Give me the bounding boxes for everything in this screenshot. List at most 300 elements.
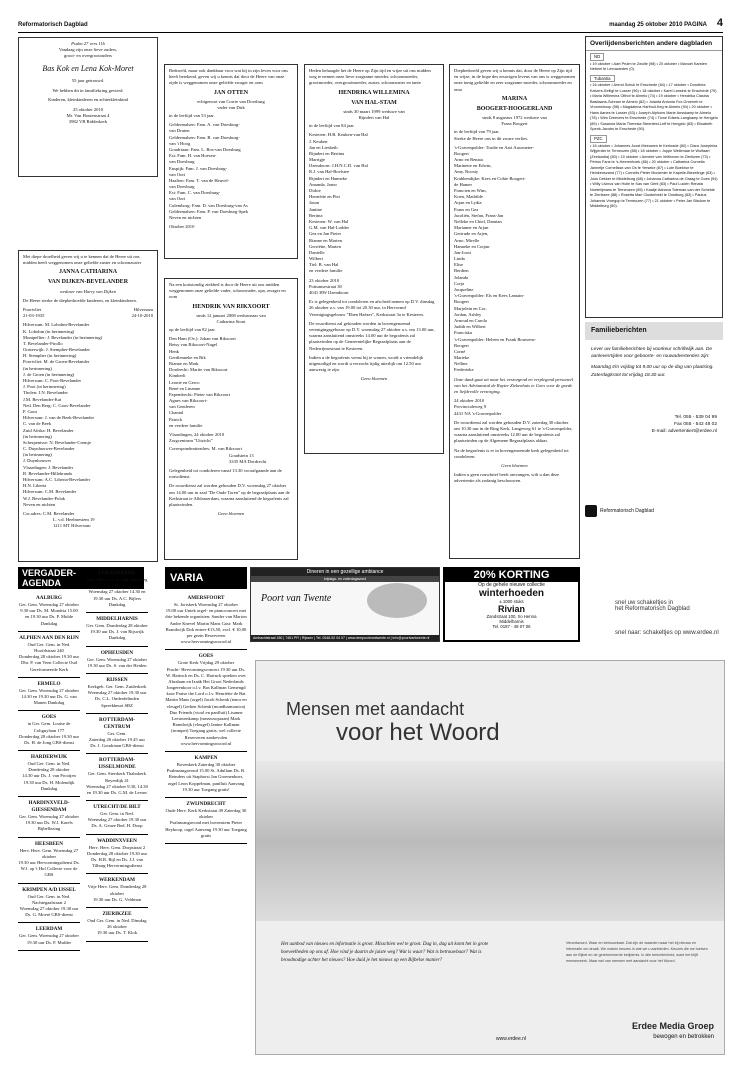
list-item: Bertina: [309, 212, 323, 218]
agenda-entry: [86, 674, 148, 714]
list-item: Papendrecht: Pieter van Rikxoort: [169, 391, 231, 397]
varia-column: [165, 592, 247, 844]
ad-text: het Reformatorisch Dagblad: [615, 606, 690, 612]
agenda-place: WADDINXVEEN: [97, 837, 137, 844]
list-item: Marianne en Arjan: [454, 225, 489, 231]
list-item: Est: Fam. C. van Doesburg-: [169, 190, 221, 196]
agenda-entry: [86, 754, 148, 801]
agenda-column-middle: [86, 567, 148, 942]
list-item: Zuid Afrika: H. Bevelander: [23, 427, 74, 433]
ad-subline: brijdags- en zaterdagavond: [251, 576, 439, 582]
agenda-details: 19.30 uur Hervormingsdienst Ds. W.J. op 't Hof Collecte voor de GBS: [18, 860, 80, 878]
list-item: Corja: [454, 280, 465, 286]
death-notice-van-hal: [304, 64, 444, 454]
list-item: van Druten: [169, 128, 190, 134]
list-item: Den Ham (Ov.): Johan van Rikxoort: [169, 336, 236, 342]
subline: Frans Boogert: [501, 121, 528, 127]
list-item: Tholen: J.N. Bevelander: [23, 390, 68, 396]
family-list: [169, 336, 293, 429]
list-item: J. de Groen (in herinnering): [23, 371, 75, 377]
agenda-place: HARDERWIJK: [30, 754, 68, 761]
list-item: Arjan en Lydia: [454, 200, 482, 206]
ad-contact: Ambachtstraat 180 | 7461 PR | Rijssen | Tel. 0548-52 04 07 | www.deepoortvantwente.nl | info@poortvantwente.nl: [251, 635, 439, 641]
agenda-church: Herv. Herv. Gem. Dorpstraat 2: [88, 844, 146, 850]
list-item: Neven en nichten: [23, 501, 56, 507]
list-item: 's-Gravenpolder: Els en Kees Lamain-: [454, 293, 525, 299]
list-item: Arnoud en Carola: [454, 317, 487, 323]
list-item: Hilversum: C. Poot-Bevelander: [23, 378, 82, 383]
agenda-entry: [165, 592, 247, 650]
info-text: Lever uw familieberichten bij voorkeur schriftelijk aan. De aanleverrtijden voor geboorte- en rouwadvertenties zijn:: [591, 347, 713, 360]
shop-town: Middelharnis: [499, 619, 524, 624]
list-item: 's-Gravenpolder: Trudie en Aart Auwmeter-: [454, 144, 535, 150]
vergader-agenda-title: VERGADER- AGENDA: [18, 567, 144, 589]
list-item: van Oort: [169, 196, 186, 202]
list-item: Est: Fam. H. van Hoesen-: [169, 153, 217, 159]
agenda-details: Donderdag 28 oktober 19.30 uur Ds. H.R. Bijl en Ds. J.J. van Tilburg Hervormingsdienst: [86, 850, 148, 869]
list-item: H. Stempher (in herinnering): [23, 353, 77, 359]
agenda-details: 19.30 uur Ds. T. Klok: [96, 930, 138, 936]
fax: Fax 055 - 542 48 02: [674, 421, 717, 427]
list-item: Boogert: [454, 342, 469, 348]
death-notice-van-dijken: [18, 250, 158, 562]
list-item: Amanda, Jarno: [309, 181, 337, 187]
ad-text: Op de gehele nieuwe collectie: [478, 582, 545, 588]
text-paragraph: Er is gelegenheid tot condoleren en afscheid nemen op D.V. dinsdag 26 oktober a.s. van 19.00 tot 20.30 uur, in Hervormd Verenigingsgebouw "Eben Haëzer", Kerkstraat 3a te Kesteren.: [309, 299, 435, 317]
agenda-entry: [86, 801, 148, 835]
address: 4041 HW IJzendoorn: [309, 290, 349, 295]
list-item: Nelline: [454, 361, 468, 367]
agenda-entry: [18, 884, 80, 924]
list-item: J. Poot (in herinnering): [23, 384, 66, 390]
intro-text: Diepbedroefd geven wij u kennis dat, door de Heere op Zijn tijd en wijze, in de hope des eeuwigen levens van ons is weggenomen onze innig geliefde en zeer zorgzame moeder, schoonmoeder en oma: [454, 68, 575, 92]
list-item: Ned. Den Berg: C. Goos-Bevelander: [23, 402, 91, 408]
text-paragraph: Na de begrafenis is er in bovengenoemde kerk gelegenheid tot condoleren.: [454, 447, 569, 459]
list-item: Corné: [454, 348, 466, 354]
closing: Geen bloemen: [501, 462, 528, 468]
address: Provincialeweg 9: [454, 404, 487, 410]
source-tag: ND: [590, 53, 604, 61]
couple-names: Bas Kok en Lena Kok-Moret: [42, 63, 134, 73]
age: in de leeftijd van 84 jaar.: [309, 123, 355, 129]
place: Zorgcentrum "Uitzicht": [169, 438, 213, 444]
page-header: [18, 17, 723, 33]
deceased-name: JAN OTTEN: [213, 89, 249, 96]
text-line: We hebben dit in familiekring gevierd.: [52, 87, 124, 93]
list-item: Arno en Renata: [454, 157, 483, 163]
list-item: H.N. Liberia: [23, 483, 47, 489]
agenda-details: Psalmzangavond 15.00 St. Adullam Ds. B. Reinders uit Staphorst Jan Groenenboer, orgel Leon Koppelman, panfluit Aanvang 19.30 uur Toegang gratis!: [166, 768, 246, 792]
intro-text: Met diepe droefheid geven wij u te kennen dat de Heere uit ons midden heeft weggenomen onze geliefde zuster en schoonzuster: [23, 254, 142, 266]
agenda-entry: [18, 711, 80, 751]
deceased-name: MARINA: [501, 95, 528, 102]
text-paragraph: De rouwdienst zal worden gehouden D.V. zaterdag 30 oktober om 10.30 uur in de Ring Kerk, Langeweg 61 te 's-Gravenpolder, waarna aansluitend omstreeks 12.00 uur de begrafenis zal plaatsvinden op de Algemene Begraafplaats aldaar.: [454, 419, 573, 444]
deceased-name: BOOGERT-HOOGERLAND: [476, 105, 553, 112]
thanks-text: Onze dank gaat uit naar het verzorgend en verplegend personeel van het Adriaanstal de Ruyter Ziekenhuis te Goes voor de goede en liefdevolle verzorging.: [454, 376, 574, 394]
date: 24 oktober 2010: [454, 398, 485, 404]
list-item: Frederieke: [454, 367, 474, 373]
list-item: Frans en Gea: [454, 206, 479, 212]
agenda-place: AMERSFOORT: [187, 595, 225, 601]
familieberichten-title: Familieberichten: [585, 322, 723, 340]
list-item: Hilversum: J. van de Beek-Bevelander: [23, 415, 95, 421]
agenda-details: 19.30 uur Ds. W.J. Karels Bijbellezing: [25, 820, 73, 832]
list-item: C. van de Beek: [23, 421, 52, 427]
list-item: Rianne en Marten: [309, 237, 342, 243]
list-item: René en Linanne: [169, 385, 201, 391]
list-item: van Genderen: [169, 404, 195, 410]
list-item: van Doesburg: [169, 184, 195, 190]
list-item: Patrick: [169, 416, 183, 422]
list-item: C. Duynhouwer-Bevelander: [23, 446, 75, 452]
sidebar-title: Overlijdensberichten andere dagbladen: [586, 37, 722, 51]
text-line: De rouwdienst zal worden gehouden D.V. woensdag 27 oktober om 14.00 uur in zaal "De Oude Toren" op de begraafplaats aan de Kerkstraat te Alblasserdam, waarna aansluitend de begrafenis zal plaatsvinden.: [169, 483, 290, 507]
list-item: Betsy van Rikxoort-Nagel: [169, 342, 218, 348]
agenda-details: Woensdag 27 oktober 14.30 en 19.30 uur Ds. A.C. Bijlers Dankdag: [88, 589, 146, 607]
agenda-details: Woensdag 27 oktober 19.30 uur Ds. C.L. Onderdelinden Spreekbeurt SBZ: [87, 690, 147, 708]
agenda-church: Ger. Gem. Sterrkerk Thabokerk Reyerdijk 41: [87, 771, 147, 783]
list-item: Agnes van Rikxoort-: [169, 398, 208, 404]
ad-body: Het aanbod van nieuws en informatie is groot. Misschien wel te groot. Dag in, dag uit komt het in grote hoeveelheden op ons af. Hoe vind je daarin de juiste weg? Wat is waar? Wat is betrouwbaar? Wat is broodnodige achter het nieuws? Hoe duid je het nieuws op een Bijbelse manier?: [281, 942, 489, 963]
list-item: Judith en Wilbert: [454, 324, 486, 330]
agenda-column-left: [18, 592, 80, 951]
agenda-details: 19.30 uur Ds. J. van Rijswijk Dankdag: [90, 629, 144, 641]
list-item: 's-Gravenpolder: Heleen en Frank Bouwens-: [454, 336, 536, 342]
agenda-place: KRIMPEN A/D IJSSEL: [22, 886, 76, 893]
list-item: Danielle: [309, 249, 325, 255]
address: 1211 MT Hilversum: [53, 523, 91, 529]
restaurant-logo: Poort van Twente: [261, 593, 332, 604]
list-item: Marrigje: [309, 157, 326, 163]
agenda-entry: [86, 613, 148, 647]
list-item: Jason: [309, 200, 320, 206]
agenda-place: ROTTERDAM-IJSSELMONDE: [98, 757, 136, 771]
list-item: Hilversum: C.M. Bevelander: [23, 489, 77, 495]
list-item: Kesteren: H.B. Keuken-van Hal: [309, 132, 368, 138]
agenda-place: RIJSSEN: [106, 676, 128, 683]
subline: sinds 8 augustus 1972 weduwe van: [482, 114, 547, 120]
shop-name: Rivian: [497, 604, 525, 614]
family-list: [169, 122, 293, 221]
agenda-church: Oud Ger. Gem. in Ned. Dinsdag 26 oktober: [87, 918, 147, 930]
ad-headline: voor het Woord: [336, 719, 500, 746]
shop-address: Zandstraat 100, t/o Henna: [486, 614, 537, 619]
agenda-details: Donderdag 28 oktober 19.30 uur Dhr. P. van Veen Collecte Oud Gereformeerde Kerk: [18, 654, 80, 672]
agenda-entry: [18, 838, 80, 884]
subline: echtgenoot van Corrie van Doesburg: [197, 98, 265, 104]
address: Mr. Van Houtenstraat 4: [66, 113, 110, 119]
address: 3982 VB Ridderkerk: [68, 119, 108, 125]
list-item: Linda: [454, 256, 465, 262]
age: op de leeftijd van 82 jaar.: [169, 327, 216, 333]
list-item: van Oort: [169, 171, 186, 177]
page-date: maandag 25 oktober 2010 PAGINA: [609, 22, 707, 28]
discount-banner: 20% KORTING: [445, 569, 578, 582]
ad-sidebar-text: Verantwoord. Waar en betrouwbaar. Dat zijn de waarden waar het bij nieuws en informatie om draait. We maken keuzes in wat we u aanbieden. Keuzes die we toetsen aan de Bijbel en de gereformeerde belijdenis. In alle berichtenheid, want het blijft mensenwerk. Maar wel van mensen met aandacht voor het Woord.: [566, 941, 708, 963]
list-item: Neven en nichten: [169, 215, 202, 221]
subline: Catharina Stout: [216, 318, 246, 324]
paper-name: Reformatorisch Dagblad: [18, 22, 88, 28]
list-item: (in herinnering): [23, 452, 52, 458]
agenda-place: GOES: [41, 714, 57, 721]
list-item: Gerdienneke en Rik: [169, 354, 206, 360]
list-item: Dordrecht: Martie van Rikxoort: [169, 367, 228, 373]
agenda-church: Kerkgeb. Ger. Gem. Zuiderkerk: [87, 683, 147, 689]
agenda-entry: [86, 835, 148, 875]
erdee-url-link[interactable]: www.erdee.nl: [496, 1036, 527, 1042]
subline: vader van Dirk: [217, 104, 245, 110]
agenda-entry: [18, 592, 80, 632]
ad-text: snel uw schakeltjes in: [615, 600, 674, 606]
list-item: Hanneke en Corjan: [454, 243, 490, 249]
list-item: K. Lobohm (in herinnering): [23, 328, 75, 334]
agenda-place: ROTTERDAM-CENTRUM: [98, 716, 136, 730]
agenda-church: Oud Ger. Gem. in Ned. Hoofdstraat 240: [27, 641, 71, 653]
text-line: 55 jaar getrouwd.: [71, 78, 105, 84]
agenda-place: WERKENDAM: [98, 877, 136, 884]
agenda-church: Ger. Gem. Woensdag 27 oktober: [18, 814, 80, 820]
deceased-name: JANNA CATHARINA: [58, 269, 118, 276]
address: Pottumsestraat 30: [309, 283, 342, 289]
agenda-church: Herv. Herv. Gem. Woensdag 27 oktober: [19, 847, 79, 859]
agenda-entry: [86, 567, 148, 613]
date: Oktober 2010: [169, 224, 195, 230]
list-item: van Doesburg: [169, 159, 195, 165]
agenda-entry: [18, 923, 80, 950]
agenda-church: St. Joriskerk Woensdag 27 oktober: [174, 602, 238, 608]
agenda-entry: [18, 751, 80, 797]
agenda-entry: [86, 714, 148, 755]
list-item: Tiel: B. van Hal: [309, 262, 339, 268]
list-item: Henk: [169, 348, 179, 354]
closing: Geen bloemen: [360, 376, 388, 382]
agenda-details: Donderdag 28 oktober 19.30 uur Ds. H. de Jong GBS-dienst: [18, 733, 80, 745]
list-item: Jan-Joost: [454, 249, 472, 255]
text-line: Kinderen, kleinkinderen en achterkleinkind: [48, 96, 128, 102]
page-number: 4: [716, 17, 723, 29]
agenda-church: Ned. Herv. Ger. Evang. Kerkweg 66: [86, 577, 148, 589]
agenda-details: 9.30 uur Ds. M. Mondria 15.00 en 19.30 uur Ds. P. Mulde Dankdag: [20, 608, 78, 626]
list-item: Jordan, Ashley: [454, 311, 482, 317]
schakeltjes-ad[interactable]: [585, 600, 723, 645]
logo-text: Reformatorisch Dagblad: [600, 508, 654, 514]
intro-text: Heden behaagde het de Heere op Zijn tijd en wijze uit ons midden weg te nemen onze lieve zorgzame moeder, schoonmoeder, grootmoeder, overgrootmoeder, zuster, schoonzuster en tante: [309, 68, 431, 86]
list-item: Jolanda: [454, 274, 469, 280]
list-item: Krabbendijke: Kees en Cobie Boogert-: [454, 175, 526, 181]
list-item: J. Duynhouwer: [23, 458, 52, 464]
info-text: Maandag t/m vrijdag tot 9.00 uur op de dag van plaatsing. Zaterdagkrant tot vrijdag 18.30 uur.: [591, 365, 714, 378]
text-paragraph: Indien u de begrafenis wenst bij te wonen, wordt u vriendelijk uitgenodigd en wordt u verzocht tijdig uiterlijk om 12.50 uur aanwezig te zijn.: [309, 354, 424, 373]
text-line: Vandaag zijn onze lieve ouders,: [58, 47, 118, 53]
list-item: Francien en Wim,: [454, 188, 487, 193]
list-item: Marinette en Edwin,: [454, 163, 492, 169]
subline: sinds 30 maart 1999 weduwe van: [343, 108, 405, 114]
deceased-name: VAN HAL-STAM: [351, 99, 397, 106]
erdee-tagline: bewogen en betrokken: [653, 1034, 714, 1040]
list-item: Boogert: [454, 150, 469, 156]
subline: Rijndert van Hal: [358, 114, 390, 120]
list-item: Poortvliet: M. de Groen-Bevelander: [23, 359, 90, 365]
agenda-place: LEKKERKERK: [98, 570, 136, 576]
list-item: Koen, Mathilde: [454, 194, 483, 200]
subline: weduwe van Harry van Dijken: [59, 288, 117, 294]
list-item: (in herinnering): [23, 433, 52, 439]
family-list: [454, 145, 575, 374]
list-item: Gertrude en Arjen,: [454, 231, 489, 237]
ad-product: winterhoeden: [478, 588, 544, 599]
list-item: Elise: [454, 262, 464, 268]
agenda-details: Woensdag 27 oktober 19.30 uur Ds. G. Moeré GBS-dienst: [19, 905, 79, 918]
date: 25 oktober 2010: [72, 106, 104, 112]
list-item: Gea en Jan Pieter: [309, 231, 342, 237]
agenda-details: 14.30 en 19.30 uur Ds. G. van Manen Dankdag: [21, 693, 77, 706]
death-notice-otten: [164, 64, 298, 259]
list-item: Kesteren: W. van Hal: [309, 218, 349, 224]
list-item: Hilversum: A.C. Liberia-Bevelander: [23, 477, 91, 482]
list-item: Culemborg: Fam. D. van Doesburg-van As: [169, 202, 248, 208]
list-item: Jacoliën, Stefan, Frans-Jan: [454, 212, 504, 218]
ad-headline: Dineren in een gezellige ambiance: [251, 568, 439, 576]
list-item: Franciska: [454, 330, 472, 336]
list-item: Boogert: [454, 299, 469, 305]
agenda-entry: [18, 678, 80, 712]
agenda-church: Ger. Gem.: [107, 730, 127, 736]
list-item: Scherpenisse: N. Bevelander-Cremje: [23, 439, 91, 445]
varia-title: VARIA: [165, 567, 247, 589]
source-tag: Tubantia: [590, 75, 615, 83]
agenda-church: Ger. Gem. Woensdag 27 oktober: [18, 687, 80, 693]
ad-text: ± 1000 stuks: [499, 599, 524, 604]
list-item: R.J. van Hal-Boelstee: [309, 169, 350, 175]
agenda-church: Grote Kerk Vrijdag 29 oktober: [177, 660, 235, 666]
ad-headline: Mensen met aandacht: [286, 699, 465, 719]
sidebar-items: • 19 oktober • Aart Pruim te Zwolle (98) • 20 oktober • Manuel Karsten Nebeel te Leeuwarden (0).: [590, 61, 707, 72]
family-list: [23, 322, 153, 508]
list-item: Jacqueline: [454, 287, 474, 292]
agenda-entry: [86, 908, 148, 942]
list-item: Wilbert: [309, 256, 323, 262]
deceased-name: HENDRIK VAN RIKXOORT: [192, 303, 270, 310]
list-item: F. Goos: [23, 408, 38, 414]
agenda-place: KAMPEN: [194, 754, 218, 761]
agenda-place: HARDINXVELD-GIESSENDAM: [28, 800, 70, 814]
list-item: Gerriëtte, Marten: [309, 243, 341, 249]
agenda-place: ZIERIKZEE: [102, 910, 132, 917]
death-notice-van-rikxoort: [164, 278, 298, 560]
list-item: Rijndert en Hanneke: [309, 175, 348, 181]
list-item: Arno, Mirelle: [454, 237, 480, 243]
agenda-place: LEERDAM: [35, 926, 63, 933]
rd-logo: [585, 500, 723, 522]
rd-logo-icon: [585, 505, 597, 517]
address: 4431 NA 's-Gravenpolder: [454, 410, 502, 416]
agenda-details: Pracht- Hervormingsconcert 19.30 uur Ds. W. Harinck en Ds. C. Harinck spreken over Abraham en Izaäk Het Groot Nederlands Jongerenkoor o.l.v. Bas Kallman Gemengd koor Praise the Lord o.l.v. Henriëtte de Bat Martin Mans (orgel) Jacob Schenk (tenor en vleugel) Gerben Schenk (mondharmonica) Duo Friends (viool en panfluit) Lisanne Leeuwenkamp (mezzosopraan) Mark Brandwijk (vleugel) Janine Kallman (trompet) Toegang gratis, wel collecte Reserveren aanbevolen www.hervormingswoord.nl: [165, 666, 247, 746]
agenda-details: 19.30 uur Ds. G. Veldman: [92, 896, 142, 902]
life-dates: Poortvliet 21-03-1935 Hilversum 24-10-2010: [23, 306, 153, 319]
restaurant-ad[interactable]: [250, 567, 440, 642]
list-item: Hilversum: M. Lobohm-Bevelander: [23, 322, 90, 328]
source-tag: PZC: [590, 135, 607, 143]
list-item: Kimberli: [169, 373, 186, 379]
agenda-place: UTRECHT/DE BILT: [93, 804, 141, 811]
agenda-church: Oud Ger. Gem. in Ned. Nachtegaalstraat 2: [27, 893, 71, 905]
list-item: IJzendoorn: J.H.N.C.D. van Hal: [309, 163, 368, 169]
date: 23 oktober 2010: [309, 277, 340, 283]
agenda-details: Psalmzangavond met bovenstem Pieter Heykoop, orgel Aanvang 19.30 uur Toegang gratis: [165, 820, 247, 838]
ad-url: snel naar: schakeltjes op www.erdee.nl: [615, 630, 719, 636]
closing: Geen bloemen: [217, 511, 245, 517]
sidebar-items: • 16 oktober • Arend Schuil te Enschede (64) • 17 oktober • Dorothea Kalvers-Selligt te Losser (96) • 18 oktober • Karel Lansink te Enschede (75) • Maria Willemina Olthof te Almelo (74) • 19 oktober • Hendrika Clasina Bastiaans-Schram te Almelo (82) • Jolanta Antonia Fox-Groeneb te Vroomshoop (58) • Magdalena Harthuil-Keg te Almelo (94) • 20 oktober • Hans Aanes te Losser (63) • Joseph Alphons Marie Ansskamp te Almelo (78) • Wim Dreevers te Enschede (74) • Tione Edsels-Langkamp te Hengelo (89) • Susanna Maria Theresia Steenfeld-Leff te Hengelo (83) • Elisabeth Spenk-Jacobs te Enschede (90).: [590, 83, 718, 132]
address: 3335 MA Dordrecht: [229, 458, 267, 464]
subline: sinds 12 januari 2008 weduwnaar van: [196, 312, 266, 318]
list-item: Geldermalsen: Fam. A. van Doesburg-: [169, 122, 240, 128]
list-item: Jantine: [309, 206, 323, 212]
shop-phone: Tel. 0187 - 48 07 06: [492, 624, 531, 629]
list-item: Berdien: [454, 268, 469, 274]
agenda-church: Oude Herv. Kerk Kerkstraat 49 Zaterdag 30 oktober: [165, 807, 247, 820]
hat-sale-ad[interactable]: [443, 567, 580, 642]
list-item: Leonie en Gerco: [169, 379, 200, 385]
agenda-place: ALPHEN AAN DEN RIJN: [19, 634, 79, 641]
agenda-entry: [86, 874, 148, 908]
other-newspapers-sidebar: [585, 36, 723, 318]
text-line: De Heere sterke de diepbedroefde kinderen, en kleinkinderen.: [23, 297, 137, 303]
list-item: W.J. Bevelander-Polak: [23, 495, 65, 501]
erdee-ad[interactable]: [255, 660, 725, 1055]
list-item: Dirkie: [309, 188, 321, 193]
list-item: Enspijk: Fam. J. van Doesburg-: [169, 165, 228, 171]
list-item: de Hamer: [454, 181, 472, 187]
list-item: en verdere familie: [169, 422, 203, 428]
agenda-church: Bovenkerk Zaterdag 30 oktober: [176, 761, 236, 767]
deceased-name: VAN DIJKEN-BEVELANDER: [47, 279, 129, 286]
agenda-entry: [165, 650, 247, 752]
agenda-place: OPHEUSDEN: [100, 649, 134, 656]
list-item: en verdere familie: [309, 268, 343, 274]
agenda-place: ZWIJNDRECHT: [186, 800, 226, 807]
deceased-name: HENDRIKA WILLEMINA: [338, 89, 410, 96]
address: Goudstein 13: [229, 452, 254, 458]
agenda-church: Ger. Gem. Woensdag 27 oktober: [86, 656, 148, 662]
list-item: Geldermalsen: Fam. B. van Doesburg-: [169, 134, 240, 140]
list-item: Goudriaan: Fam. L. Bos-van Doesburg: [169, 146, 241, 152]
email-link[interactable]: E-mail: advertentiert@erdee.nl: [651, 429, 717, 435]
death-notice-boogert: [449, 64, 580, 559]
text-line: Sterke de Heere ons in dit zware verlies.: [454, 135, 529, 141]
agenda-details: Woensdag 27 oktober 19.30 uur Ds. A. Geuze Bed. H. Doop: [87, 817, 147, 829]
text-line: groot- en overgrootouders: [64, 53, 112, 59]
text-paragraph: De rouwdienst zal gehouden worden in bovengenoemd verenigingsgebouw op D.V. woensdag 27 oktober a.s. om 13.00 uur, waarna aansluitend omstreeks 14.00 uur de begrafenis zal plaatsvinden op de Gemeentelijke Begraafplaats aan de Nederrijnsestraat te Kesteren.: [309, 320, 435, 351]
agenda-entry: [165, 752, 247, 798]
list-item: Oosterwijk: J. Stempher-Bevelander: [23, 347, 90, 353]
list-item: Rianne en Mark: [169, 360, 199, 366]
list-item: Henriëtte en Piet: [309, 194, 340, 200]
text-line: Gelegenheid tot condoleren vanaf 13.30 voorafgaande aan de rouwdienst.: [169, 467, 282, 480]
agenda-church: Oud Ger. Gem. in Ned. Donderdag 28 oktober: [27, 761, 71, 773]
phone: Tel. 055 - 539 04 99: [674, 414, 717, 420]
agenda-church: Vrije Herv. Gem. Donderdag 28 oktober: [87, 884, 147, 896]
agenda-entry: [18, 797, 80, 838]
agenda-church: in Ger. Gem. Louise de Colignylaan 177: [27, 721, 71, 733]
psalm-ref: Psalm 27 vers 11b: [71, 41, 105, 46]
list-item: J. Keuken: [309, 138, 328, 144]
book-photo: [256, 761, 724, 921]
familieberichten-info: [585, 342, 723, 517]
intro-text: Bedroefd, maar ook dankbaar voor wat hij in zijn leven voor ons heeft betekend, geven wij u kennis dat door de Heere van onze zijde is weggenomen onze geliefde zwager en oom: [169, 68, 288, 86]
list-item: Haaften: Fam. T. van de Heuvel-: [169, 177, 230, 183]
list-item: Marjolein en Cor,: [454, 305, 487, 311]
agenda-place: GOES: [198, 653, 214, 660]
